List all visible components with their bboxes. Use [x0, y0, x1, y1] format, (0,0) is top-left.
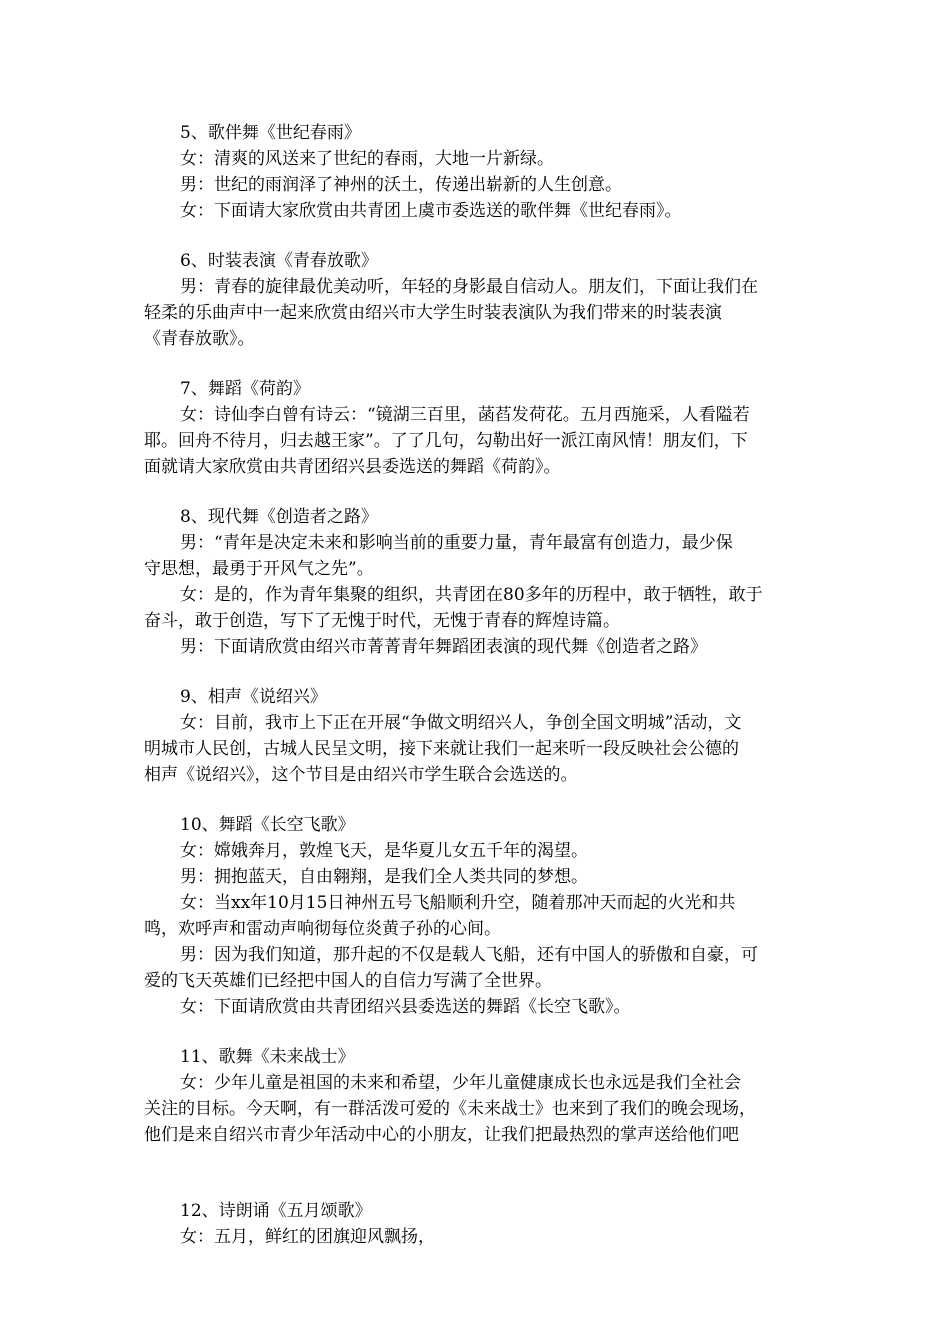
- dialogue-line: 女：下面请大家欣赏由共青团上虞市委选送的歌伴舞《世纪春雨》。: [180, 201, 682, 221]
- dialogue-line: 女：诗仙李白曾有诗云：“镜湖三百里，菡萏发荷花。五月西施采，人看隘若: [180, 405, 750, 425]
- section-gap: [144, 224, 810, 248]
- section-title: 10、舞蹈《长空飞歌》: [180, 815, 355, 835]
- section-title: 8、现代舞《创造者之路》: [180, 507, 378, 527]
- dialogue-line: 男：“青年是决定未来和影响当前的重要力量，青年最富有创造力，最少保: [180, 533, 733, 553]
- section-gap: [144, 1148, 810, 1198]
- dialogue-line: 女：少年儿童是祖国的未来和希望，少年儿童健康成长也永远是我们全社会: [180, 1073, 741, 1093]
- dialogue-line: 《青春放歌》。: [144, 329, 255, 349]
- dialogue-line: 奋斗，敢于创造，写下了无愧于时代，无愧于青春的辉煌诗篇。: [144, 611, 620, 631]
- dialogue-line: 女：五月，鲜红的团旗迎风飘扬，: [180, 1227, 435, 1247]
- dialogue-line: 明城市人民创，古城人民呈文明，接下来就让我们一起来听一段反映社会公德的: [144, 739, 739, 759]
- dialogue-line: 守思想，最勇于开风气之先”。: [144, 559, 374, 579]
- section-title: 12、诗朗诵《五月颂歌》: [180, 1201, 372, 1221]
- program-section: [144, 1198, 810, 1250]
- section-title: 11、歌舞《未来战士》: [180, 1047, 355, 1067]
- section-gap: [144, 788, 810, 812]
- dialogue-line: 女：目前，我市上下正在开展“争做文明绍兴人，争创全国文明城”活动，文: [180, 713, 742, 733]
- program-section: [144, 504, 810, 660]
- dialogue-line: 男：因为我们知道，那升起的不仅是载人飞船，还有中国人的骄傲和自豪，可: [180, 945, 758, 965]
- section-gap: [144, 352, 810, 376]
- section-gap: [144, 1020, 810, 1044]
- program-section: [144, 376, 810, 480]
- section-gap: [144, 480, 810, 504]
- document-page: [144, 120, 810, 1250]
- dialogue-line: 耶。回舟不待月，归去越王家”。了了几句，勾勒出好一派江南风情！朋友们，下: [144, 431, 748, 451]
- dialogue-line: 爱的飞天英雄们已经把中国人的自信力写满了全世界。: [144, 971, 552, 991]
- program-section: [144, 684, 810, 788]
- section-title: 7、舞蹈《荷韵》: [180, 379, 310, 399]
- program-section: [144, 120, 810, 224]
- dialogue-line: 女：清爽的风送来了世纪的春雨，大地一片新绿。: [180, 149, 554, 169]
- section-title: 6、时装表演《青春放歌》: [180, 251, 378, 271]
- dialogue-line: 关注的目标。今天啊，有一群活泼可爱的《未来战士》也来到了我们的晚会现场，: [144, 1099, 756, 1119]
- dialogue-line: 他们是来自绍兴市青少年活动中心的小朋友，让我们把最热烈的掌声送给他们吧: [144, 1125, 739, 1145]
- dialogue-line: 面就请大家欣赏由共青团绍兴县委选送的舞蹈《荷韵》。: [144, 457, 561, 477]
- dialogue-line: 女：嫦娥奔月，敦煌飞天，是华夏儿女五千年的渴望。: [180, 841, 588, 861]
- section-title: 5、歌伴舞《世纪春雨》: [180, 123, 361, 143]
- dialogue-line: 女：是的，作为青年集聚的组织，共青团在80多年的历程中，敢于牺牲，敢于: [180, 585, 763, 605]
- dialogue-line: 男：下面请欣赏由绍兴市菁菁青年舞蹈团表演的现代舞《创造者之路》: [180, 637, 707, 657]
- program-section: [144, 248, 810, 352]
- program-section: [144, 1044, 810, 1148]
- section-title: 9、相声《说绍兴》: [180, 687, 327, 707]
- dialogue-line: 轻柔的乐曲声中一起来欣赏由绍兴市大学生时装表演队为我们带来的时装表演: [144, 303, 722, 323]
- dialogue-line: 女：当xx年10月15日神州五号飞船顺利升空，随着那冲天而起的火光和共: [180, 893, 736, 913]
- program-section: [144, 812, 810, 1020]
- dialogue-line: 鸣，欢呼声和雷动声响彻每位炎黄子孙的心间。: [144, 919, 501, 939]
- dialogue-line: 相声《说绍兴》，这个节目是由绍兴市学生联合会选送的。: [144, 765, 578, 785]
- dialogue-line: 男：青春的旋律最优美动听，年轻的身影最自信动人。朋友们，下面让我们在: [180, 277, 758, 297]
- dialogue-line: 男：世纪的雨润泽了神州的沃土，传递出崭新的人生创意。: [180, 175, 622, 195]
- section-gap: [144, 660, 810, 684]
- dialogue-line: 男：拥抱蓝天，自由翱翔，是我们全人类共同的梦想。: [180, 867, 588, 887]
- dialogue-line: 女：下面请欣赏由共青团绍兴县委选送的舞蹈《长空飞歌》。: [180, 997, 631, 1017]
